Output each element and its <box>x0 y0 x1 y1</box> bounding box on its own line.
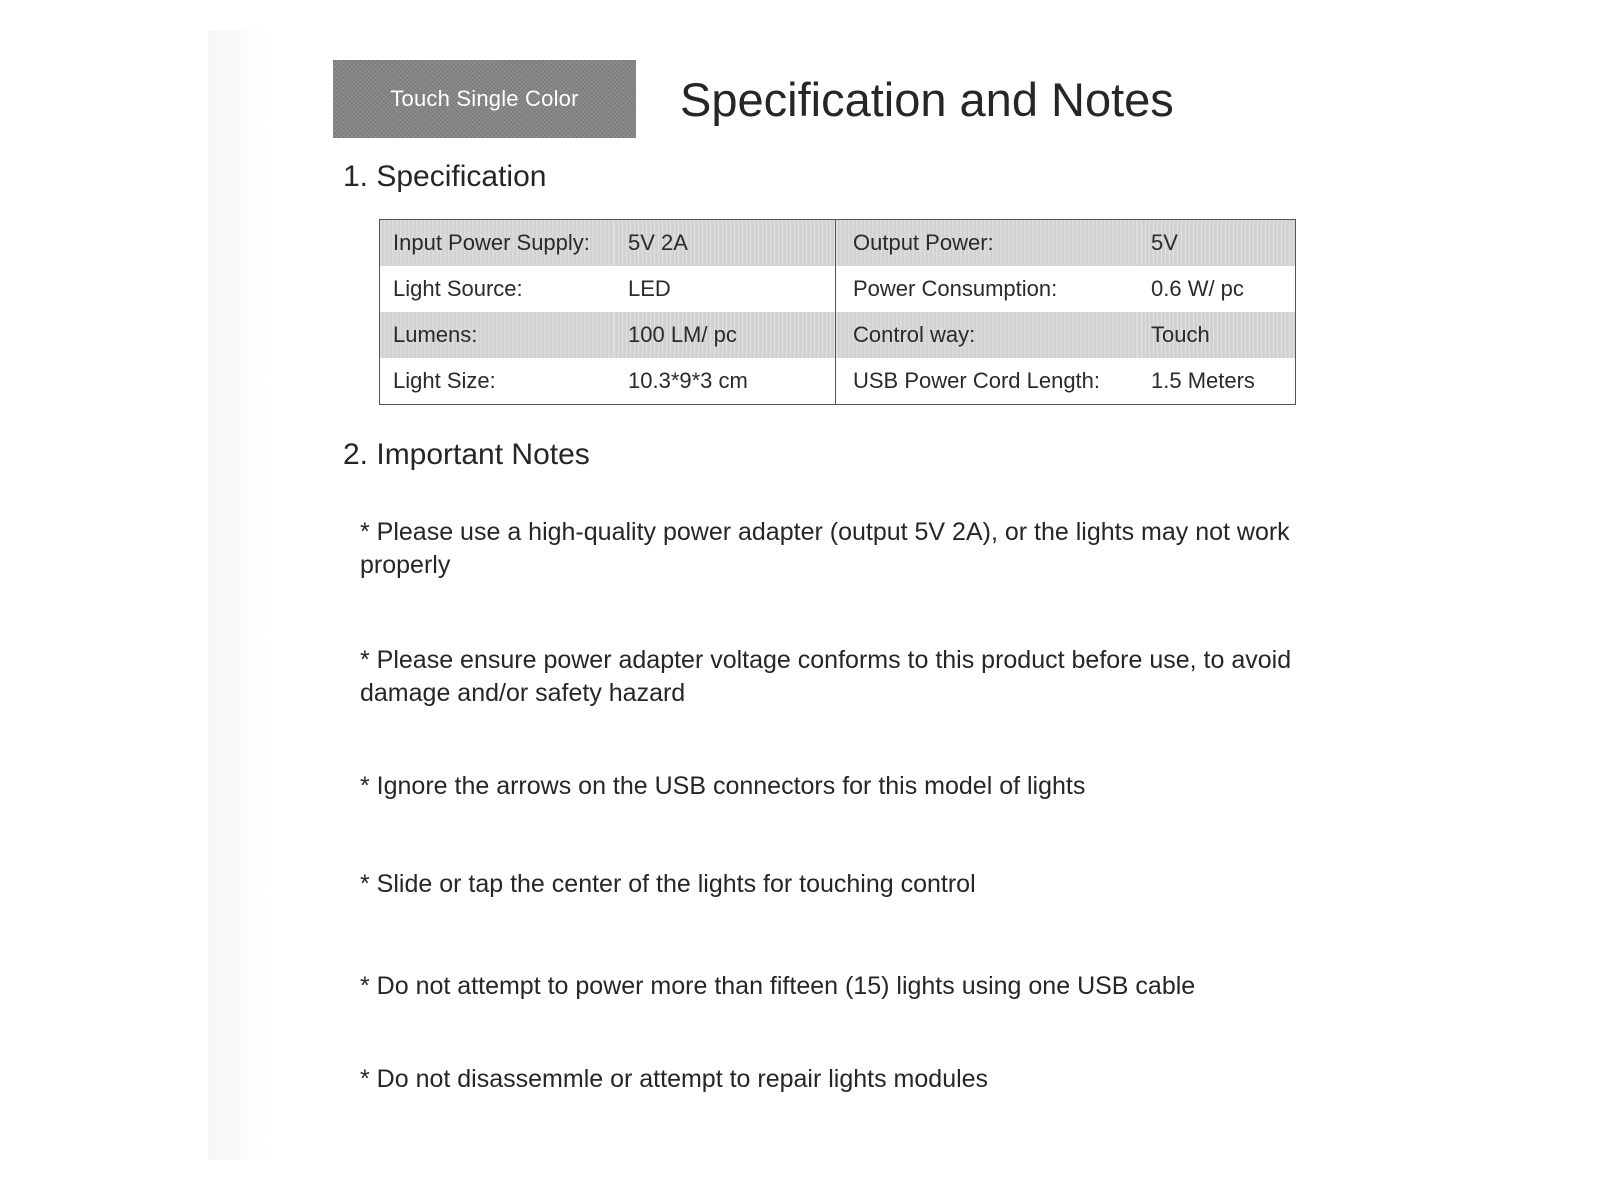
spec-label: Output Power: <box>836 220 1138 267</box>
spec-label: Power Consumption: <box>853 275 1058 301</box>
product-tag-label: Touch Single Color <box>390 86 579 111</box>
specification-heading: 1. Specification <box>343 160 547 193</box>
note-item: * Ignore the arrows on the USB connectors for this model of lights <box>360 772 1086 800</box>
page-edge-shadow <box>208 30 268 1160</box>
spec-label: USB Power Cord Length: <box>853 367 1101 393</box>
note-item: * Do not disassemmle or attempt to repair lights modules <box>360 1065 989 1093</box>
note-item: * Please use a high-quality power adapter (output 5V 2A), or the lights may not work properly <box>360 518 1290 579</box>
spec-value: Touch <box>1137 312 1296 358</box>
spec-value: 10.3*9*3 cm <box>614 358 836 405</box>
spec-label: Control way: <box>836 312 1138 358</box>
spec-value: 5V 2A <box>614 220 836 267</box>
spec-row <box>380 358 1296 405</box>
spec-label: Lumens: <box>380 312 615 358</box>
product-tag <box>333 60 636 138</box>
note-item: * Please ensure power adapter voltage conforms to this product before use, to avoid damage and/or safety hazard <box>360 646 1292 707</box>
specification-table <box>379 219 1296 405</box>
note-item: * Do not attempt to power more than fifteen (15) lights using one USB cable <box>360 972 1196 1000</box>
spec-label: Light Size: <box>393 367 496 393</box>
spec-value: 0.6 W/ pc <box>1151 275 1244 301</box>
spec-label: Light Source: <box>393 275 523 301</box>
spec-value: LED <box>614 266 836 312</box>
spec-value: 5V <box>1137 220 1296 267</box>
spec-value: 1.5 Meters <box>1151 367 1255 393</box>
notes-heading: 2. Important Notes <box>343 438 590 471</box>
spec-row <box>380 220 1296 267</box>
spec-value: 100 LM/ pc <box>614 312 836 358</box>
spec-row <box>380 312 1296 358</box>
spec-row <box>380 266 1296 312</box>
spec-label: Input Power Supply: <box>380 220 615 267</box>
page-title: Specification and Notes <box>680 73 1174 126</box>
note-item: * Slide or tap the center of the lights for touching control <box>360 870 976 898</box>
